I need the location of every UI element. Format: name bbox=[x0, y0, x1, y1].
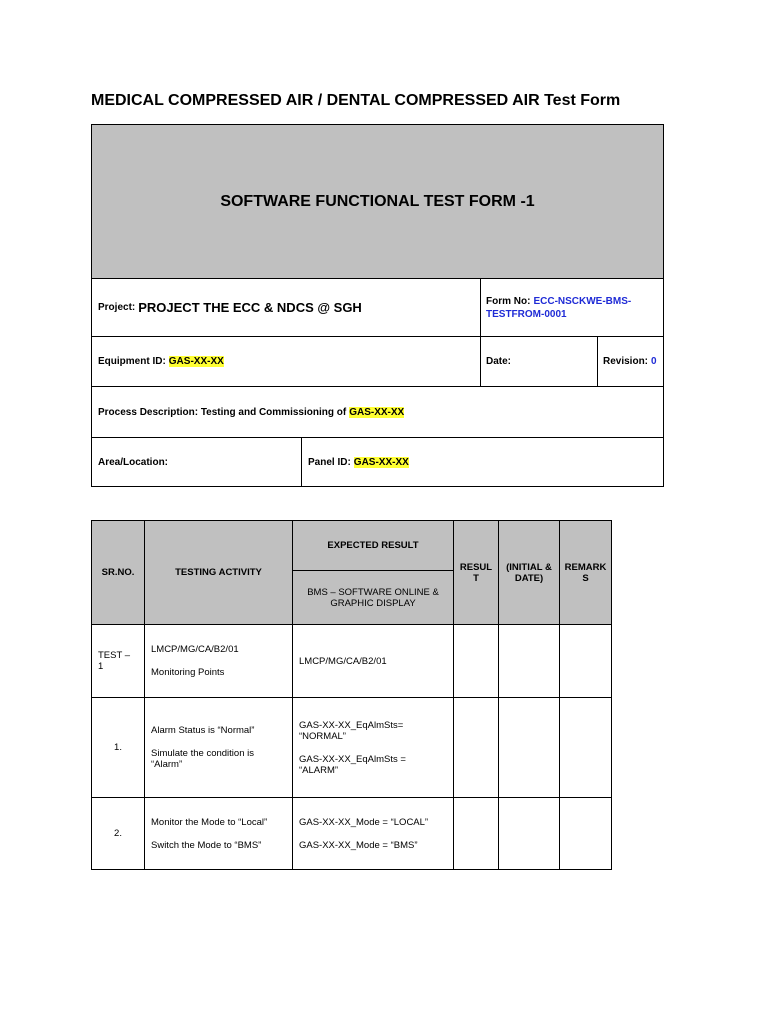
date-label: Date: bbox=[486, 356, 512, 367]
panel-cell bbox=[308, 438, 648, 486]
remarks-cell[interactable] bbox=[560, 698, 612, 798]
expected-cell: GAS-XX-XX_EqAlmSts= “NORMAL” GAS-XX-XX_EqAlmSts = “ALARM” bbox=[293, 698, 454, 798]
panel-value: GAS-XX-XX bbox=[353, 456, 409, 468]
table-row bbox=[92, 798, 612, 870]
result-cell[interactable] bbox=[454, 625, 499, 698]
remarks-cell[interactable] bbox=[560, 798, 612, 870]
activity-cell: LMCP/MG/CA/B2/01 Monitoring Points bbox=[145, 625, 293, 698]
result-cell[interactable] bbox=[454, 698, 499, 798]
document-title: MEDICAL COMPRESSED AIR / DENTAL COMPRESSED AIR Test Form bbox=[91, 92, 621, 109]
sr-cell: 1. bbox=[92, 698, 145, 798]
result-cell[interactable] bbox=[454, 798, 499, 870]
col-header-initial-date: (INITIAL & DATE) bbox=[499, 521, 560, 625]
table-row bbox=[92, 698, 612, 798]
activity-cell: Alarm Status is “Normal” Simulate the condition is “Alarm” bbox=[145, 698, 293, 798]
equipment-cell bbox=[98, 337, 478, 386]
initial-date-cell[interactable] bbox=[499, 625, 560, 698]
area-label: Area/Location: bbox=[98, 456, 169, 468]
divider bbox=[480, 337, 481, 386]
initial-date-cell[interactable] bbox=[499, 698, 560, 798]
process-row bbox=[92, 387, 663, 438]
revision-cell bbox=[603, 337, 663, 386]
remarks-cell[interactable] bbox=[560, 625, 612, 698]
divider bbox=[301, 438, 302, 486]
sr-cell: TEST – 1 bbox=[92, 625, 145, 698]
panel-label: Panel ID: bbox=[308, 456, 351, 468]
divider bbox=[597, 337, 598, 386]
col-header-expected-result: EXPECTED RESULT bbox=[293, 521, 454, 571]
form-no-value-2: TESTFROM-0001 bbox=[486, 308, 567, 320]
sr-cell: 2. bbox=[92, 798, 145, 870]
process-label: Process Description: Testing and Commissioning of bbox=[98, 406, 347, 418]
equipment-value: GAS-XX-XX bbox=[168, 356, 224, 367]
header-row bbox=[92, 521, 612, 571]
divider bbox=[480, 279, 481, 336]
area-cell bbox=[98, 438, 298, 486]
project-value: PROJECT THE ECC & NDCS @ SGH bbox=[138, 300, 362, 315]
area-row bbox=[92, 438, 663, 486]
form-no-value-1: ECC-NSCKWE-BMS- bbox=[533, 295, 632, 307]
test-table bbox=[91, 520, 612, 870]
expected-cell: LMCP/MG/CA/B2/01 bbox=[293, 625, 454, 698]
activity-cell: Monitor the Mode to “Local” Switch the Mode to “BMS” bbox=[145, 798, 293, 870]
form-banner-title: SOFTWARE FUNCTIONAL TEST FORM -1 bbox=[220, 192, 535, 210]
initial-date-cell[interactable] bbox=[499, 798, 560, 870]
form-no-cell bbox=[486, 279, 662, 336]
process-cell bbox=[98, 387, 658, 437]
col-header-result: RESUL T bbox=[454, 521, 499, 625]
form-no-label: Form No: bbox=[486, 295, 531, 307]
equipment-row bbox=[92, 337, 663, 387]
project-row bbox=[92, 279, 663, 337]
col-header-testing-activity: TESTING ACTIVITY bbox=[145, 521, 293, 625]
form-banner bbox=[92, 125, 663, 279]
process-value: GAS-XX-XX bbox=[349, 406, 405, 418]
col-header-remarks: REMARK S bbox=[560, 521, 612, 625]
revision-label: Revision: bbox=[603, 356, 649, 367]
equipment-label: Equipment ID: bbox=[98, 356, 166, 367]
project-label: Project: bbox=[98, 302, 136, 313]
date-cell bbox=[486, 337, 586, 386]
form-header-table bbox=[91, 124, 664, 487]
revision-value: 0 bbox=[651, 356, 657, 367]
col-header-expected-sub: BMS – SOFTWARE ONLINE & GRAPHIC DISPLAY bbox=[293, 571, 454, 625]
expected-cell: GAS-XX-XX_Mode = “LOCAL” GAS-XX-XX_Mode = “BMS” bbox=[293, 798, 454, 870]
project-cell bbox=[98, 279, 478, 336]
table-row bbox=[92, 625, 612, 698]
col-header-sr-no: SR.NO. bbox=[92, 521, 145, 625]
